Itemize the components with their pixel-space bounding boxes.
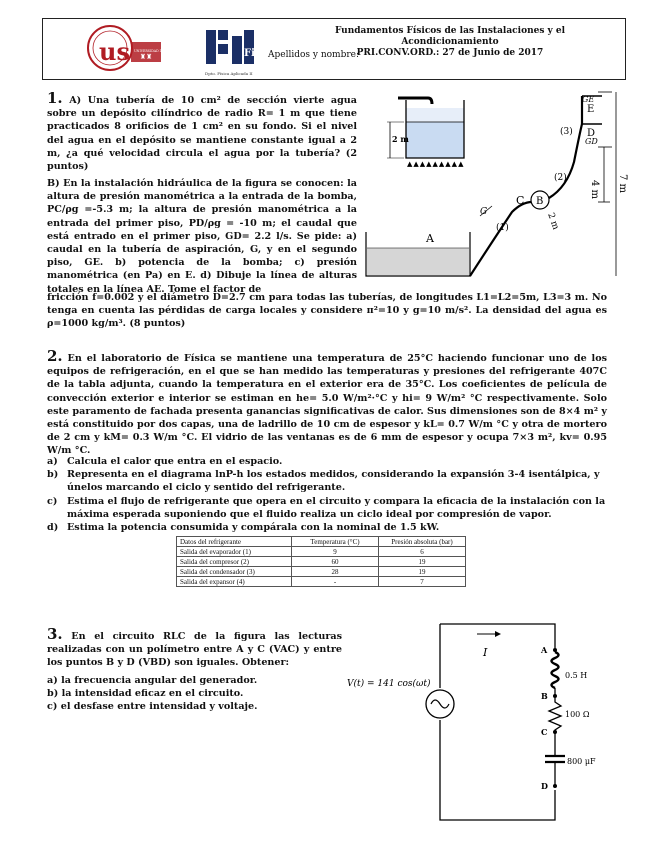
table-header-row: Datos del refrigerante Temperatura (°C) Presión absoluta (bar) [177, 537, 466, 547]
top-wire [440, 624, 555, 648]
course-title-line1: Fundamentos Físicos de las Instalaciones y el Acondicionamiento [334, 26, 566, 47]
question-2-item: a) Calcula el calor que entra en el espacio. [47, 456, 283, 467]
label-GE: GE [582, 95, 595, 104]
exam-date-line: PRI.CONV.ORD.: 27 de Junio de 2017 [356, 48, 544, 58]
question-2-item: b) Representa en el diagrama lnP-h los estados medidos, considerando la expansión 3-4 isentálpica, y únelos marcando el ciclo y sentido del refrigerante. [47, 469, 600, 494]
question-1-part-b: B) En la instalación hidráulica de la figura se conocen: la altura de presión manométrica a la entrada de la bomba, PC/ρg =-5.3 m; la altura de presión manométrica a la entrada del primer piso, PD/ρg = -10 m; el caudal que está entrado en el primer piso, GD= 2.2 l/s. Se pide: a) caudal en la tubería de aspiración, G, y en el segundo piso, GE. b) potencia de la bomba; c) presión manométrica (en Pa) en E. d) Dibuje la línea de alturas totales en la línea AE. Tome el factor de [47, 178, 357, 295]
node-D: D [541, 781, 548, 791]
question-3-item-c: c) el desfase entre intensidad y voltaje. [47, 701, 258, 713]
seal-text: UNIVERSIDAD DE SEVILLA [134, 49, 181, 53]
university-seal-logo [86, 22, 181, 74]
table-row: Salida del evaporador (1) 9 6 [177, 547, 466, 557]
question-3-number: 3. [47, 625, 63, 643]
logo-caption: Dpto. Física Aplicada II [205, 71, 253, 76]
refrigerant-data-table [176, 536, 466, 587]
label-A: A [426, 232, 434, 245]
resistor-label: 100 Ω [565, 710, 590, 719]
label-D: D [587, 128, 596, 139]
node-B: B [541, 691, 548, 701]
question-3-item-a: a) la frecuencia angular del generador. [47, 675, 258, 686]
dimension-4m: 4 m [589, 180, 600, 200]
dimension-2m: 2 m [545, 211, 561, 232]
tank-height-label: 2 m [392, 134, 409, 144]
current-label: I [483, 646, 488, 659]
node-A: A [541, 645, 548, 655]
label-G: G [480, 207, 488, 217]
node-C: C [541, 727, 548, 737]
rlc-circuit-figure [345, 620, 615, 825]
logo-right-letters: Fi [244, 48, 255, 59]
label-GD: GD [585, 137, 598, 146]
question-2-intro-text: En el laboratorio de Física se mantiene una temperatura de 25°C haciendo funcionar uno de los equipos de refrigeración, en el que se han medido las temperaturas y presiones del refrigerante 407C de la tabla adjunta, cuando la temperatura en el exterior era de 35°C. Los coeficientes de película de convección exterior e interior se estiman en he= 5.0 W/m²·°C y hi= 9 W/m² °C respectivamente. Solo este paramento de fachada presenta ganancias significativas de calor. Sus dimensiones son de 8×4 m² y está constituido por dos capas, una de ladrillo de 10 cm de espesor y kL= 0.7 W/m °C y otra de mortero de 2 cm y kM= 0.3 W/m °C. El vidrio de las ventanas es de 6 mm de espesor y ocupa 7×3 m², kv= 0.95 W/m °C. [47, 353, 608, 457]
question-2-intro [47, 347, 608, 458]
question-1-part-a-text: A) Una tubería de 10 cm² de sección vierte agua sobre un depósito cilíndrico de radio R= 1 m que tiene practicados 8 orificios de 1 cm² en su fondo. Si el nivel del agua en el depósito se mantiene constante igual a 2 m, ¿a qué velocidad circula el agua por la tubería? (2 puntos) [47, 95, 358, 173]
question-1-part-a [47, 89, 358, 173]
question-1-part-b-continued: fricción f=0.002 y el diámetro D=2.7 cm para todas las tuberías, de longitudes L1=L2=5m, L3=3 m. No tenga en cuenta las pérdidas de carga locales y considere π²=10 y g=10 m/s². La densidad del agua es ρ=1000 kg/m³. (8 puntos) [47, 292, 607, 330]
segment-2-label: (2) [554, 173, 567, 183]
question-3-text [47, 625, 342, 670]
question-2-item: c) Estima el flujo de refrigerante que opera en el circuito y compara la eficacia de la instalación con la máxima esperada suponiendo que el fluido realiza un ciclo ideal por compresión de vapor. [47, 495, 606, 520]
segment-3-label: (3) [560, 127, 573, 137]
inductor-icon [552, 652, 559, 688]
question-3-item-b: b) la intensidad eficaz en el circuito. [47, 688, 244, 700]
label-C: C [516, 194, 525, 207]
segment-1-label: (1) [496, 223, 509, 233]
question-3-statement: En el circuito RLC de la figura las lecturas realizadas con un polímetro entre A y C (VAC) y entre los puntos B y D (VBD) son iguales. Obtener: [47, 631, 342, 669]
hydraulic-installation-figure [362, 92, 638, 284]
logo-left-letters: us [99, 37, 130, 66]
resistor-icon [549, 698, 561, 732]
outlet-orifices: ▲▲▲▲▲▲▲▲▲ [407, 160, 465, 168]
bottom-wire [440, 720, 555, 820]
question-2-number: 2. [47, 347, 63, 365]
table-row: Salida del condensador (3) 28 19 [177, 567, 466, 577]
seal-building-icon: ♜♜ [139, 53, 153, 61]
department-logo [204, 26, 256, 72]
source-label: V(t) = 141 cos(ωt) [347, 679, 431, 689]
label-E: E [587, 104, 595, 115]
label-B: B [536, 196, 544, 207]
question-3-items [47, 674, 342, 714]
inductor-label: 0.5 H [565, 671, 588, 680]
question-1-number: 1. [47, 89, 63, 107]
dimension-7m: 7 m [617, 174, 628, 194]
table-row: Salida del expansor (4) - 7 [177, 577, 466, 587]
question-2-items [47, 455, 607, 534]
table-row: Salida del compresor (2) 60 19 [177, 557, 466, 567]
capacitor-label: 800 μF [567, 757, 596, 766]
question-2-item: d) Estima la potencia consumida y compárala con la nominal de 1.5 kW. [47, 522, 440, 534]
student-name-label: Apellidos y nombre: [268, 50, 359, 60]
